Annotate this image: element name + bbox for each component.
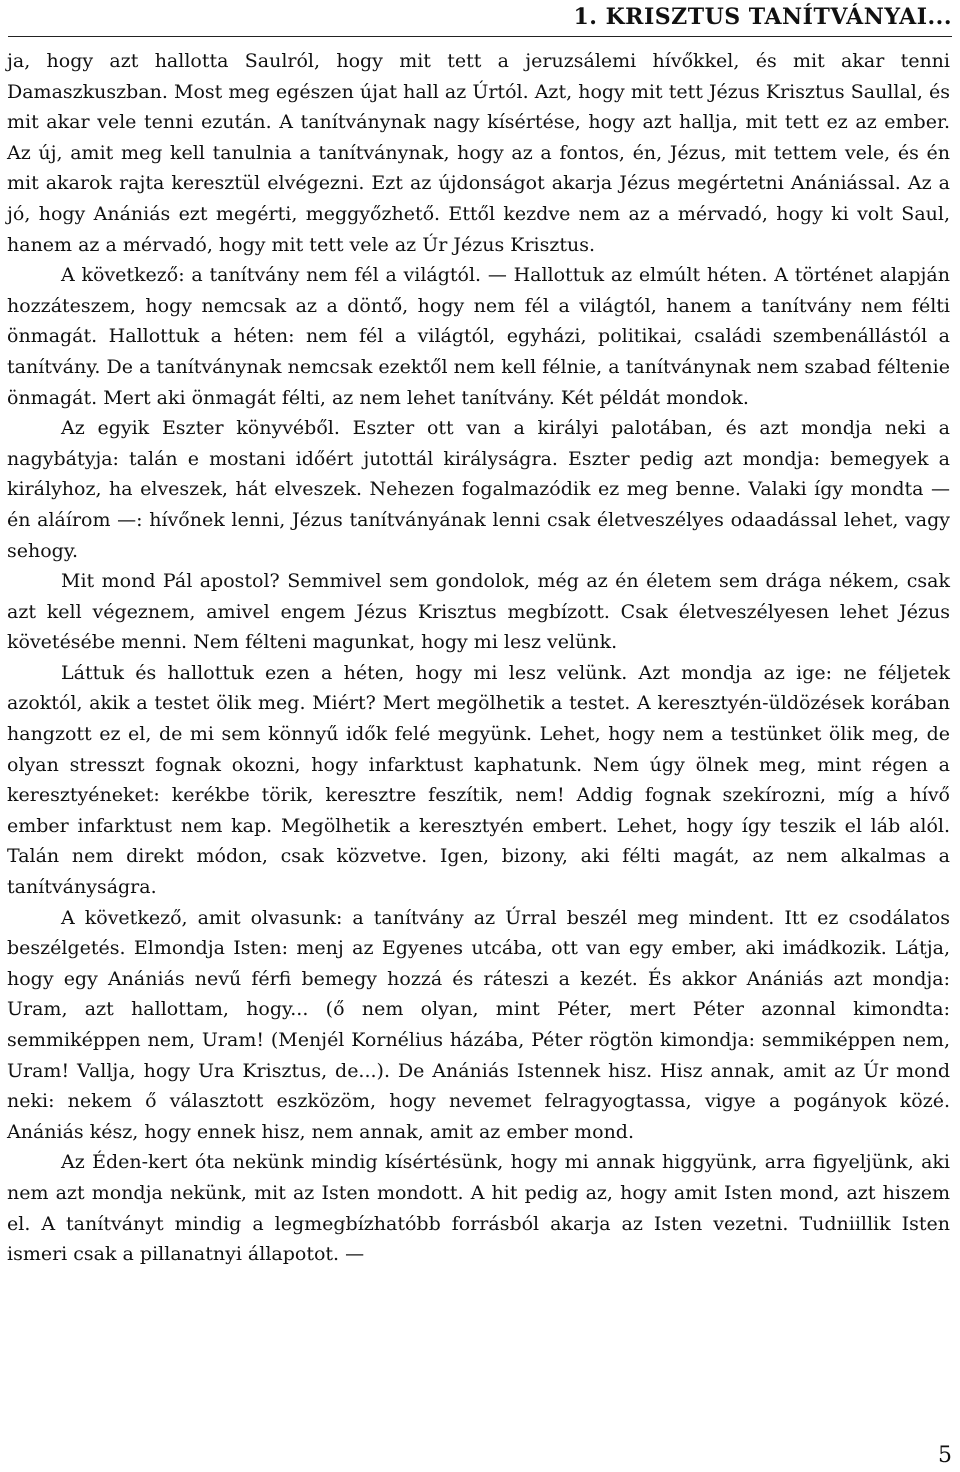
chapter-title: 1. KRISZTUS TANÍTVÁNYAI... <box>573 4 952 30</box>
paragraph: Az Éden-kert óta nekünk mindig kísértésünk, hogy mi annak higgyünk, arra figyeljünk, aki nem azt mondja nekünk, mit az Isten mondott. A hit pedig az, hogy amit Isten mond, azt hiszem el. A tanítványt mindig a legmegbízhatóbb forrásból akarja az Isten vezetni. Tudniillik Isten ismeri csak a pillanatnyi állapotot. — <box>7 1151 950 1266</box>
paragraph: Láttuk és hallottuk ezen a héten, hogy mi lesz velünk. Azt mondja az ige: ne féljetek azoktól, akik a testet ölik meg. Miért? Mert megölhetik a testet. A keresztyén-üldözések korában hangzott ez el, de mi sem könnyű idők felé megyünk. Lehet, hogy nem a testünket ölik meg, de olyan stresszt fognak okozni, hogy infarktust kaphatunk. Nem úgy ölnek meg, mint régen a keresztyéneket: kerékbe törik, keresztre feszítik, nem! Addig fognak szekírozni, míg a hívő ember infarktust nem kap. Megölhetik a keresztyén embert. Lehet, hogy így teszik el láb alól. Talán nem direkt módon, csak közvetve. Igen, bizony, aki félti magát, az nem alkalmas a tanítványságra. <box>7 661 950 899</box>
running-header <box>8 4 952 37</box>
page-number: 5 <box>938 1443 952 1468</box>
body-text <box>7 46 950 1270</box>
paragraph: A következő: a tanítvány nem fél a világtól. — Hallottuk az elmúlt héten. A történet alapján hozzáteszem, hogy nemcsak az a döntő, hogy nem fél a világtól, hanem a tanítvány nem félti önmagát. Hallottuk a héten: nem fél a világtól, egyházi, politikai, családi szembenállástól a tanítvány. De a tanítványnak nemcsak ezektől nem kell félnie, a tanítványnak nem szabad féltenie önmagát. Mert aki önmagát félti, az nem lehet tanítvány. Két példát mondok. <box>7 264 950 409</box>
paragraph: A következő, amit olvasunk: a tanítvány az Úrral beszél meg mindent. Itt ez csodálatos beszélgetés. Elmondja Isten: menj az Egyenes utcába, ott van egy ember, aki imádkozik. Látja, hogy egy Anániás nevű férfi bemegy hozzá és ráteszi a kezét. És akkor Anániás azt mondja: Uram, azt hallottam, hogy... (ő nem olyan, mint Péter, mert Péter azonnal kimondta: semmiképpen nem, Uram! (Menjél Kornélius házába, Péter rögtön kimondja: semmiképpen nem, Uram! Vallja, hogy Ura Krisztus, de...). De Anániás Istennek hisz. Hisz annak, amit az Úr mond neki: nekem ő választott eszközöm, hogy nevemet felragyogtassa, vigye a pogányok közé. Anániás kész, hogy ennek hisz, nem annak, amit az ember mond. <box>7 906 950 1143</box>
paragraph: Mit mond Pál apostol? Semmivel sem gondolok, még az én életem sem drága nékem, csak azt kell végeznem, amivel engem Jézus Krisztus megbízott. Csak életveszélyesen lehet Jézus követésébe menni. Nem félteni magunkat, hogy mi lesz velünk. <box>7 570 950 654</box>
paragraph: ja, hogy azt hallotta Saulról, hogy mit tett a jeruzsálemi hívőkkel, és mit akar tenni Damaszkuszban. Most meg egészen újat hall az Úrtól. Azt, hogy mit tett Jézus Krisztus Saullal, és mit akar vele tenni ezután. A tanítványnak nagy kísértése, hogy azt hallja, mit tett ez az ember. Az új, amit meg kell tanulnia a tanítványnak, hogy az a fontos, én, Jézus, mit tettem vele, és én mit akarok rajta keresztül elvégezni. Ezt az újdonságot akarja Jézus megértetni Anániással. Az a jó, hogy Anániás ezt megérti, meggyőzhető. Ettől kezdve nem az a mérvadó, hogy ki volt Saul, hanem az a mérvadó, hogy mit tett vele az Úr Jézus Krisztus. <box>7 50 950 256</box>
paragraph: Az egyik Eszter könyvéből. Eszter ott van a királyi palotában, és azt mondja neki a nagybátyja: talán e mostani időért jutottál királyságra. Eszter pedig azt mondja: bemegyek a királyhoz, ha elveszek, hát elveszek. Nehezen fogalmazódik ez meg benne. Valaki így mondta — én aláírom —: hívőnek lenni, Jézus tanítványának lenni csak életveszélyes odaadással lehet, vagy sehogy. <box>7 417 950 562</box>
